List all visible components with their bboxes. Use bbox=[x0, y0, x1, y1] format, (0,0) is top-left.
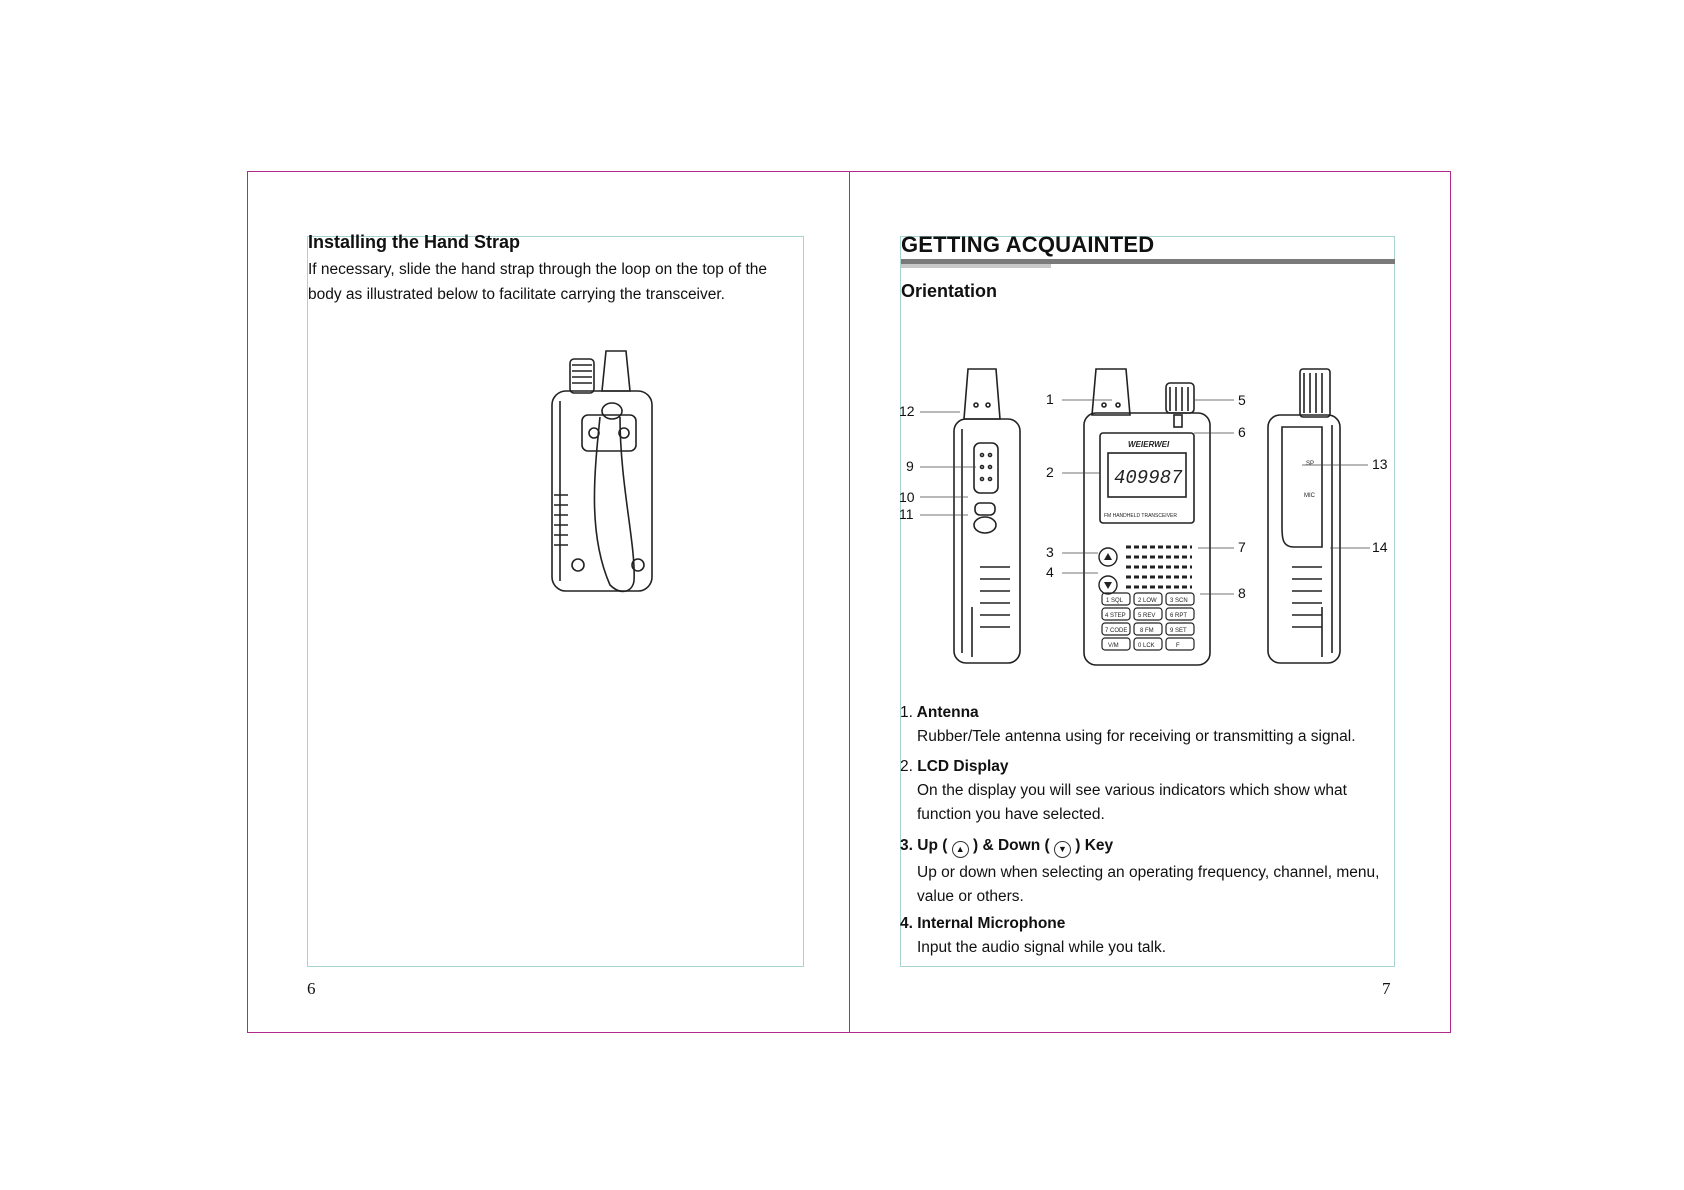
radio-sp-label: SP bbox=[1306, 461, 1315, 467]
hand-strap-paragraph-line-1: If necessary, slide the hand strap through the loop on the top of the bbox=[308, 261, 767, 278]
item-up-down-key bbox=[900, 837, 1379, 909]
callout-label: 9 bbox=[906, 458, 914, 474]
radio-mic-label: MIC bbox=[1304, 493, 1315, 499]
callout-label: 10 bbox=[899, 489, 915, 505]
section-title: GETTING ACQUAINTED bbox=[901, 232, 1155, 257]
keypad-key: 1 SQL bbox=[1106, 598, 1124, 604]
right-page-number: 7 bbox=[1382, 979, 1391, 998]
item-description: value or others. bbox=[917, 888, 1024, 905]
callout-label: 1 bbox=[1046, 391, 1054, 407]
item-description: Rubber/Tele antenna using for receiving or transmitting a signal. bbox=[917, 728, 1356, 745]
item-number: 3. bbox=[900, 837, 913, 854]
radio-display-digits: 409987 bbox=[1114, 467, 1183, 489]
callout-label: 3 bbox=[1046, 544, 1054, 560]
keypad-key: F bbox=[1176, 643, 1180, 649]
item-description: function you have selected. bbox=[917, 806, 1105, 823]
keypad-key: 4 STEP bbox=[1105, 613, 1126, 619]
callout-label: 13 bbox=[1372, 456, 1388, 472]
item-antenna bbox=[900, 704, 1356, 749]
keypad-key: V/M bbox=[1108, 643, 1119, 649]
keypad-key: 2 LOW bbox=[1138, 598, 1157, 604]
down-key-icon: ▼ bbox=[1054, 841, 1071, 858]
callout-label: 5 bbox=[1238, 392, 1246, 408]
item-number: 2. bbox=[900, 758, 913, 775]
item-description: On the display you will see various indicators which show what bbox=[917, 782, 1347, 799]
item-title: ) & Down ( bbox=[973, 837, 1050, 854]
hand-strap-paragraph-line-2: body as illustrated below to facilitate carrying the transceiver. bbox=[308, 286, 725, 303]
keypad-key: 7 CODE bbox=[1105, 628, 1128, 634]
item-title: Antenna bbox=[916, 704, 979, 721]
item-number: 4. bbox=[900, 915, 913, 932]
item-title: Up ( bbox=[917, 837, 948, 854]
keypad-key: 3 SCN bbox=[1170, 598, 1188, 604]
callout-label: 4 bbox=[1046, 564, 1054, 580]
keypad-key: 8 FM bbox=[1140, 628, 1154, 634]
callout-label: 6 bbox=[1238, 424, 1246, 440]
up-key-icon: ▲ bbox=[952, 841, 969, 858]
item-internal-microphone bbox=[900, 915, 1166, 960]
item-title: ) Key bbox=[1075, 837, 1114, 854]
item-title: Internal Microphone bbox=[917, 915, 1066, 932]
callout-label: 7 bbox=[1238, 539, 1246, 555]
item-description: Input the audio signal while you talk. bbox=[917, 939, 1167, 956]
callout-label: 11 bbox=[899, 506, 914, 522]
keypad-key: 9 SET bbox=[1170, 628, 1187, 634]
hand-strap-heading: Installing the Hand Strap bbox=[308, 232, 521, 252]
callout-label: 14 bbox=[1372, 539, 1388, 555]
item-title: LCD Display bbox=[917, 758, 1009, 775]
radio-model-text: FM HANDHELD TRANSCEIVER bbox=[1104, 513, 1177, 519]
item-number: 1. bbox=[900, 704, 913, 721]
keypad-key: 5 REV bbox=[1138, 613, 1156, 619]
left-page-number: 6 bbox=[307, 979, 316, 998]
callout-label: 12 bbox=[899, 403, 915, 419]
radio-brand-text: WEIERWEI bbox=[1128, 440, 1170, 449]
item-description: Up or down when selecting an operating frequency, channel, menu, bbox=[917, 864, 1380, 881]
orientation-subtitle: Orientation bbox=[901, 281, 998, 301]
item-lcd-display bbox=[900, 758, 1347, 827]
keypad-key: 6 RPT bbox=[1170, 613, 1188, 619]
callout-label: 8 bbox=[1238, 585, 1246, 601]
keypad-key: 0 LCK bbox=[1138, 643, 1155, 649]
callout-label: 2 bbox=[1046, 464, 1054, 480]
